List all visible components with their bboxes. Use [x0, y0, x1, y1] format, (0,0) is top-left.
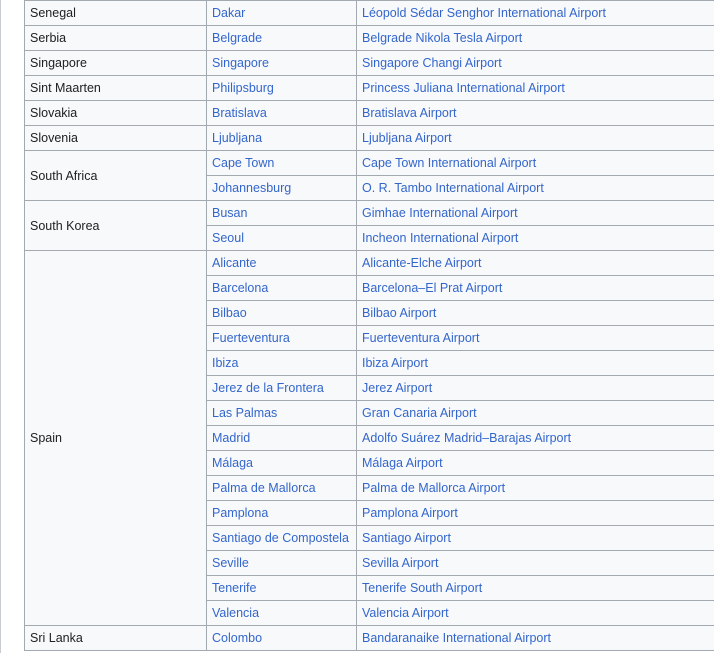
airport-link[interactable]: Tenerife South Airport	[362, 581, 483, 595]
city-cell	[207, 601, 357, 626]
city-cell	[207, 351, 357, 376]
airport-cell	[357, 176, 714, 201]
city-link[interactable]: Seoul	[212, 231, 244, 245]
airport-link[interactable]: Pamplona Airport	[362, 506, 458, 520]
airport-link[interactable]: Gimhae International Airport	[362, 206, 518, 220]
airport-link[interactable]: Princess Juliana International Airport	[362, 81, 565, 95]
city-cell	[207, 226, 357, 251]
city-link[interactable]: Philipsburg	[212, 81, 274, 95]
city-link[interactable]: Las Palmas	[212, 406, 278, 420]
city-link[interactable]: Valencia	[212, 606, 260, 620]
table-row	[25, 101, 714, 126]
country-cell: Serbia	[25, 26, 207, 51]
airport-cell	[357, 376, 714, 401]
table-row	[25, 1, 714, 26]
country-cell: Sint Maarten	[25, 76, 207, 101]
city-cell	[207, 526, 357, 551]
airport-cell	[357, 401, 714, 426]
table-row	[25, 76, 714, 101]
airport-link[interactable]: Cape Town International Airport	[362, 156, 537, 170]
airport-link[interactable]: Barcelona–El Prat Airport	[362, 281, 503, 295]
airport-cell	[357, 501, 714, 526]
country-cell: Singapore	[25, 51, 207, 76]
airport-link[interactable]: Singapore Changi Airport	[362, 56, 502, 70]
table-row	[25, 26, 714, 51]
airport-link[interactable]: Valencia Airport	[362, 606, 449, 620]
city-link[interactable]: Tenerife	[212, 581, 257, 595]
city-link[interactable]: Fuerteventura	[212, 331, 290, 345]
country-cell: South Africa	[25, 151, 207, 201]
country-cell: South Korea	[25, 201, 207, 251]
airport-link[interactable]: Sevilla Airport	[362, 556, 439, 570]
city-link[interactable]: Jerez de la Frontera	[212, 381, 324, 395]
city-link[interactable]: Málaga	[212, 456, 253, 470]
city-cell	[207, 401, 357, 426]
city-cell	[207, 201, 357, 226]
city-link[interactable]: Busan	[212, 206, 248, 220]
city-cell	[207, 626, 357, 651]
airport-cell	[357, 201, 714, 226]
airport-link[interactable]: Alicante-Elche Airport	[362, 256, 482, 270]
table-row	[25, 626, 714, 651]
airport-link[interactable]: Incheon International Airport	[362, 231, 519, 245]
city-link[interactable]: Colombo	[212, 631, 263, 645]
airport-cell	[357, 251, 714, 276]
country-cell: Senegal	[25, 1, 207, 26]
country-cell: Slovakia	[25, 101, 207, 126]
table-row	[25, 251, 714, 276]
city-cell	[207, 151, 357, 176]
airport-cell	[357, 351, 714, 376]
city-link[interactable]: Ljubljana	[212, 131, 263, 145]
city-cell	[207, 26, 357, 51]
city-cell	[207, 551, 357, 576]
airport-cell	[357, 76, 714, 101]
city-cell	[207, 76, 357, 101]
city-cell	[207, 301, 357, 326]
city-cell	[207, 426, 357, 451]
airport-cell	[357, 451, 714, 476]
city-link[interactable]: Cape Town	[212, 156, 275, 170]
destinations-table-body	[25, 1, 714, 651]
airport-link[interactable]: Ibiza Airport	[362, 356, 429, 370]
airport-link[interactable]: Málaga Airport	[362, 456, 443, 470]
airport-cell	[357, 26, 714, 51]
airport-cell	[357, 226, 714, 251]
airport-cell	[357, 276, 714, 301]
city-link[interactable]: Bilbao	[212, 306, 247, 320]
airport-cell	[357, 51, 714, 76]
country-cell: Sri Lanka	[25, 626, 207, 651]
city-cell	[207, 501, 357, 526]
city-cell	[207, 1, 357, 26]
airport-cell	[357, 126, 714, 151]
city-link[interactable]: Santiago de Compostela	[212, 531, 349, 545]
city-link[interactable]: Belgrade	[212, 31, 263, 45]
city-cell	[207, 576, 357, 601]
airport-link[interactable]: Adolfo Suárez Madrid–Barajas Airport	[362, 431, 572, 445]
city-link[interactable]: Johannesburg	[212, 181, 292, 195]
airport-link[interactable]: Jerez Airport	[362, 381, 433, 395]
city-link[interactable]: Singapore	[212, 56, 269, 70]
airport-link[interactable]: Bandaranaike International Airport	[362, 631, 552, 645]
airport-cell	[357, 526, 714, 551]
city-link[interactable]: Madrid	[212, 431, 251, 445]
airport-cell	[357, 626, 714, 651]
airport-link[interactable]: Santiago Airport	[362, 531, 451, 545]
airport-cell	[357, 101, 714, 126]
airport-link[interactable]: Bratislava Airport	[362, 106, 457, 120]
airport-link[interactable]: Léopold Sédar Senghor International Airport	[362, 6, 606, 20]
airport-cell	[357, 326, 714, 351]
country-cell: Spain	[25, 251, 207, 626]
city-cell	[207, 51, 357, 76]
airport-link[interactable]: Fuerteventura Airport	[362, 331, 480, 345]
city-cell	[207, 276, 357, 301]
airport-link[interactable]: Bilbao Airport	[362, 306, 437, 320]
airport-link[interactable]: Ljubljana Airport	[362, 131, 452, 145]
airport-link[interactable]: Gran Canaria Airport	[362, 406, 477, 420]
airport-cell	[357, 301, 714, 326]
table-row	[25, 126, 714, 151]
city-cell	[207, 176, 357, 201]
city-cell	[207, 376, 357, 401]
airport-link[interactable]: O. R. Tambo International Airport	[362, 181, 544, 195]
city-link[interactable]: Dakar	[212, 6, 246, 20]
city-link[interactable]: Barcelona	[212, 281, 269, 295]
airport-cell	[357, 426, 714, 451]
city-cell	[207, 326, 357, 351]
city-link[interactable]: Bratislava	[212, 106, 267, 120]
city-link[interactable]: Pamplona	[212, 506, 269, 520]
airport-link[interactable]: Belgrade Nikola Tesla Airport	[362, 31, 523, 45]
airport-cell	[357, 476, 714, 501]
city-cell	[207, 101, 357, 126]
table-row	[25, 151, 714, 176]
city-link[interactable]: Ibiza	[212, 356, 239, 370]
airport-cell	[357, 576, 714, 601]
page-left-border	[0, 0, 1, 653]
city-cell	[207, 251, 357, 276]
table-row	[25, 201, 714, 226]
airport-cell	[357, 551, 714, 576]
airport-cell	[357, 601, 714, 626]
destinations-table	[24, 0, 714, 651]
airport-cell	[357, 1, 714, 26]
city-cell	[207, 126, 357, 151]
city-link[interactable]: Alicante	[212, 256, 257, 270]
airport-cell	[357, 151, 714, 176]
city-cell	[207, 451, 357, 476]
country-cell: Slovenia	[25, 126, 207, 151]
city-cell	[207, 476, 357, 501]
city-link[interactable]: Seville	[212, 556, 249, 570]
table-row	[25, 51, 714, 76]
city-link[interactable]: Palma de Mallorca	[212, 481, 316, 495]
airport-link[interactable]: Palma de Mallorca Airport	[362, 481, 506, 495]
